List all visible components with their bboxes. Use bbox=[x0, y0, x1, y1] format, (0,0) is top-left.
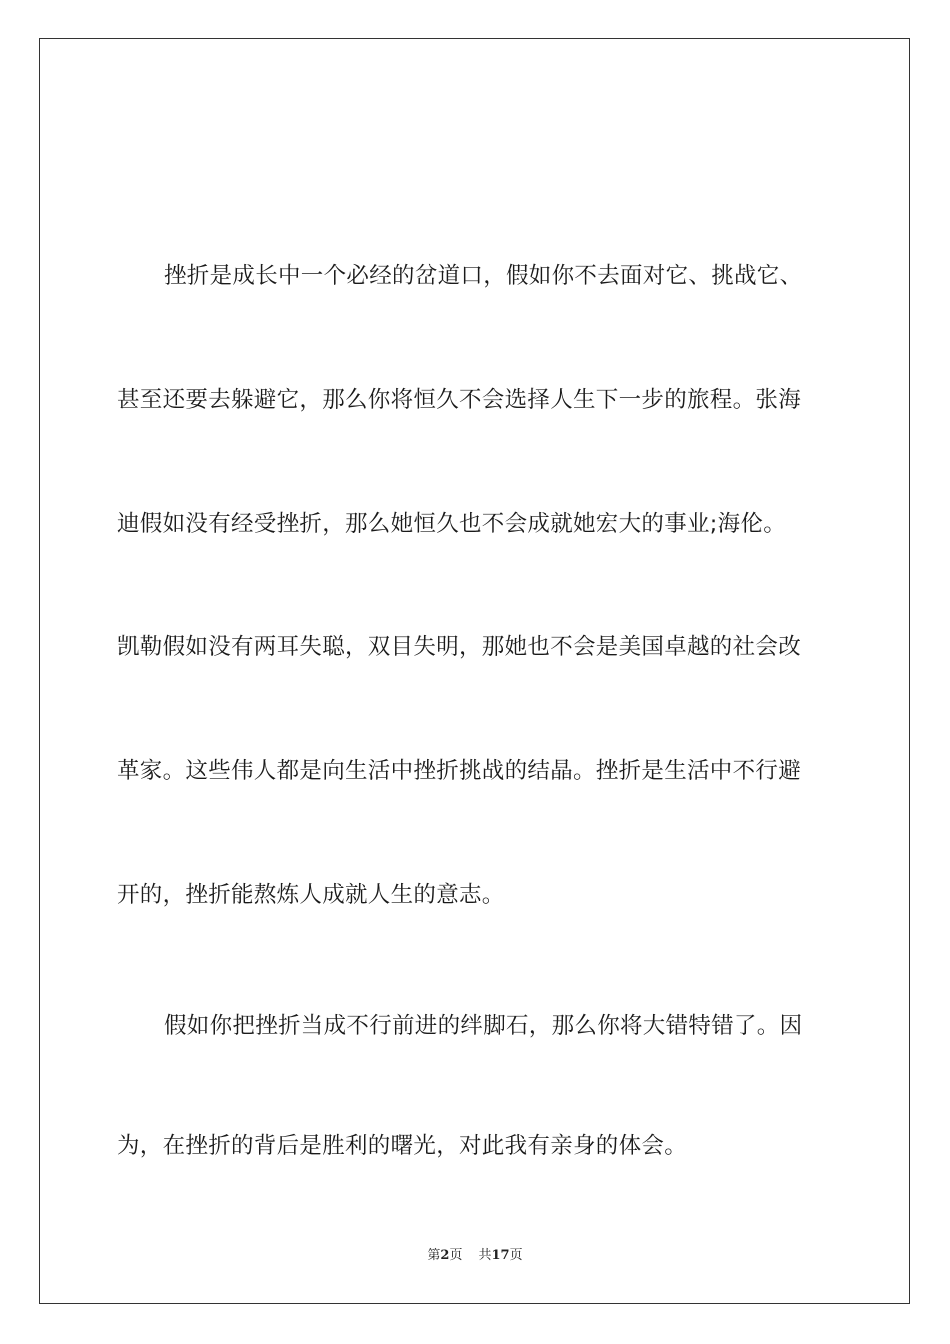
footer-total-pages: 17 bbox=[491, 1248, 510, 1263]
paragraph-1-line-2: 甚至还要去躲避它，那么你将恒久不会选择人生下一步的旅程。张海 bbox=[117, 387, 802, 413]
footer-page-number: 2 bbox=[440, 1248, 450, 1263]
page-border bbox=[39, 38, 910, 1304]
paragraph-1-line-6: 开的，挫折能熬炼人成就人生的意志。 bbox=[117, 882, 505, 908]
footer-total-prefix: 共 bbox=[478, 1248, 492, 1263]
page-footer bbox=[0, 1247, 950, 1265]
footer-page-prefix: 第 bbox=[427, 1248, 441, 1263]
paragraph-1-line-3: 迪假如没有经受挫折，那么她恒久也不会成就她宏大的事业;海伦。 bbox=[117, 511, 787, 537]
paragraph-1-line-4: 凯勒假如没有两耳失聪，双目失明，那她也不会是美国卓越的社会改 bbox=[117, 634, 802, 660]
footer-page-suffix: 页 bbox=[449, 1248, 463, 1263]
footer-total-suffix: 页 bbox=[509, 1248, 523, 1263]
paragraph-2-line-1: 假如你把挫折当成不行前进的绊脚石，那么你将大错特错了。因 bbox=[164, 1013, 803, 1039]
paragraph-2-line-2: 为，在挫折的背后是胜利的曙光，对此我有亲身的体会。 bbox=[117, 1133, 688, 1159]
paragraph-1-line-1: 挫折是成长中一个必经的岔道口，假如你不去面对它、挑战它、 bbox=[164, 263, 803, 289]
paragraph-1-line-5: 革家。这些伟人都是向生活中挫折挑战的结晶。挫折是生活中不行避 bbox=[117, 758, 802, 784]
